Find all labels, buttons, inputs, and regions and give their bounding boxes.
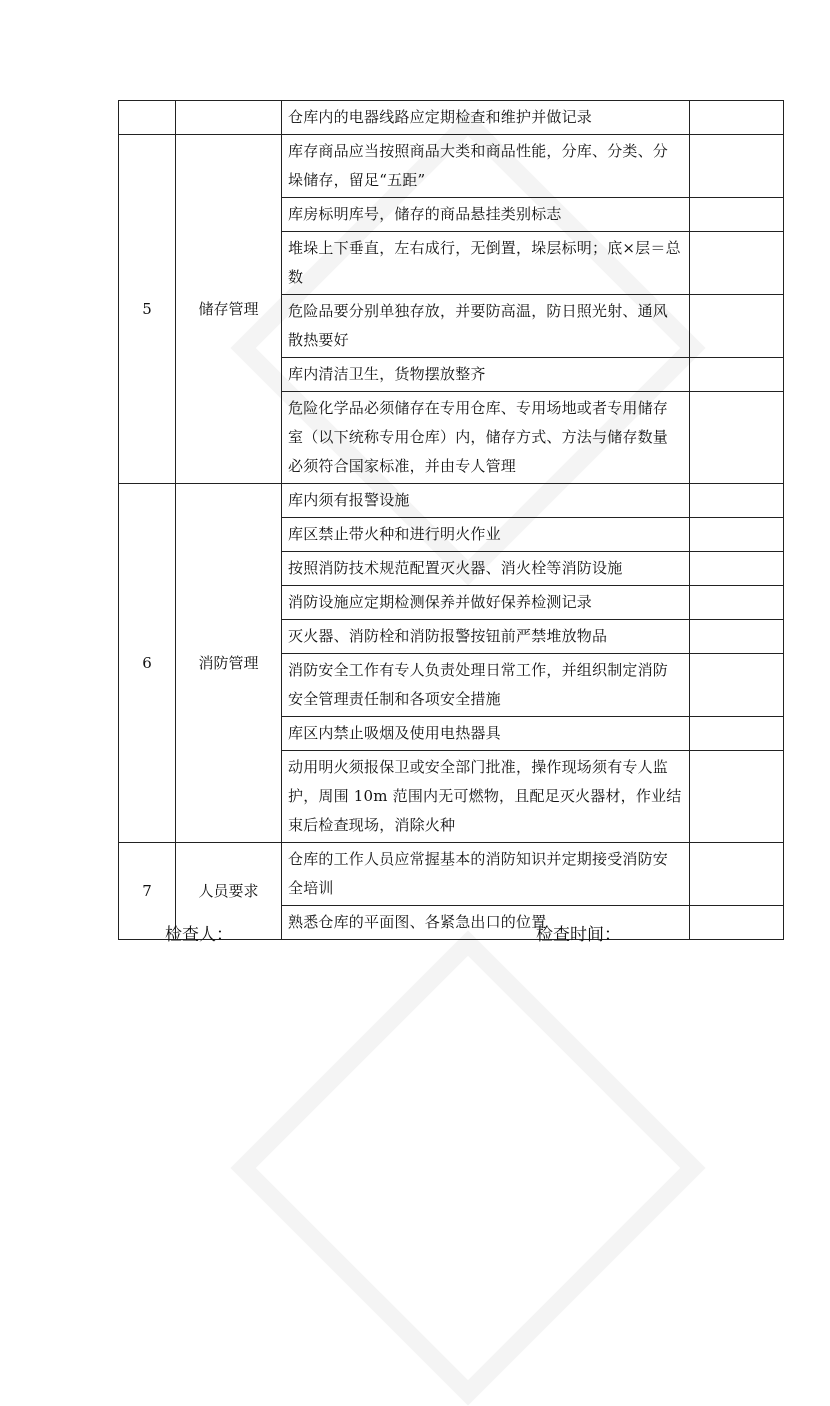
section-number: 7 [119, 843, 176, 940]
inspection-table [118, 100, 784, 940]
check-item: 仓库内的电器线路应定期检查和维护并做记录 [282, 101, 690, 135]
table-row [119, 135, 784, 198]
inspection-time-label: 检查时间： [536, 925, 621, 945]
result-cell [690, 654, 784, 717]
table-row [119, 101, 784, 135]
result-cell [690, 751, 784, 843]
table-row [119, 484, 784, 518]
check-item: 灭火器、消防栓和消防报警按钮前严禁堆放物品 [282, 620, 690, 654]
section-category: 储存管理 [176, 135, 282, 484]
category-cell [176, 101, 282, 135]
section-category: 消防管理 [176, 484, 282, 843]
table-row [119, 843, 784, 906]
result-cell [690, 232, 784, 295]
check-item: 库内清洁卫生，货物摆放整齐 [282, 358, 690, 392]
result-cell [690, 717, 784, 751]
check-item: 动用明火须报保卫或安全部门批准，操作现场须有专人监护，周围 10m 范围内无可燃物，且配足灭火器材，作业结束后检查现场，消除火种 [282, 751, 690, 843]
check-item: 库区禁止带火种和进行明火作业 [282, 518, 690, 552]
check-item: 按照消防技术规范配置灭火器、消火栓等消防设施 [282, 552, 690, 586]
check-item: 库内须有报警设施 [282, 484, 690, 518]
check-item: 消防设施应定期检测保养并做好保养检测记录 [282, 586, 690, 620]
result-cell [690, 135, 784, 198]
check-item: 堆垛上下垂直，左右成行，无倒置，垛层标明；底×层＝总数 [282, 232, 690, 295]
result-cell [690, 295, 784, 358]
result-cell [690, 552, 784, 586]
result-cell [690, 358, 784, 392]
result-cell [690, 518, 784, 552]
check-item: 熟悉仓库的平面图、各紧急出口的位置 [282, 906, 690, 940]
number-cell [119, 101, 176, 135]
watermark [230, 930, 705, 1405]
result-cell [690, 198, 784, 232]
section-number: 6 [119, 484, 176, 843]
result-cell [690, 586, 784, 620]
result-cell [690, 101, 784, 135]
result-cell [690, 906, 784, 940]
section-number: 5 [119, 135, 176, 484]
check-item: 危险化学品必须储存在专用仓库、专用场地或者专用储存室（以下统称专用仓库）内，储存方式、方法与储存数量必须符合国家标准，并由专人管理 [282, 392, 690, 484]
check-item: 仓库的工作人员应常握基本的消防知识并定期接受消防安全培训 [282, 843, 690, 906]
result-cell [690, 843, 784, 906]
section-category: 人员要求 [176, 843, 282, 940]
check-item: 危险品要分别单独存放，并要防高温，防日照光射、通风散热要好 [282, 295, 690, 358]
check-item: 库房标明库号，储存的商品悬挂类别标志 [282, 198, 690, 232]
check-item: 库区内禁止吸烟及使用电热器具 [282, 717, 690, 751]
result-cell [690, 484, 784, 518]
result-cell [690, 620, 784, 654]
check-item: 库存商品应当按照商品大类和商品性能，分库、分类、分垛储存，留足“五距” [282, 135, 690, 198]
inspector-label: 检查人： [165, 925, 233, 945]
result-cell [690, 392, 784, 484]
check-item: 消防安全工作有专人负责处理日常工作，并组织制定消防安全管理责任制和各项安全措施 [282, 654, 690, 717]
